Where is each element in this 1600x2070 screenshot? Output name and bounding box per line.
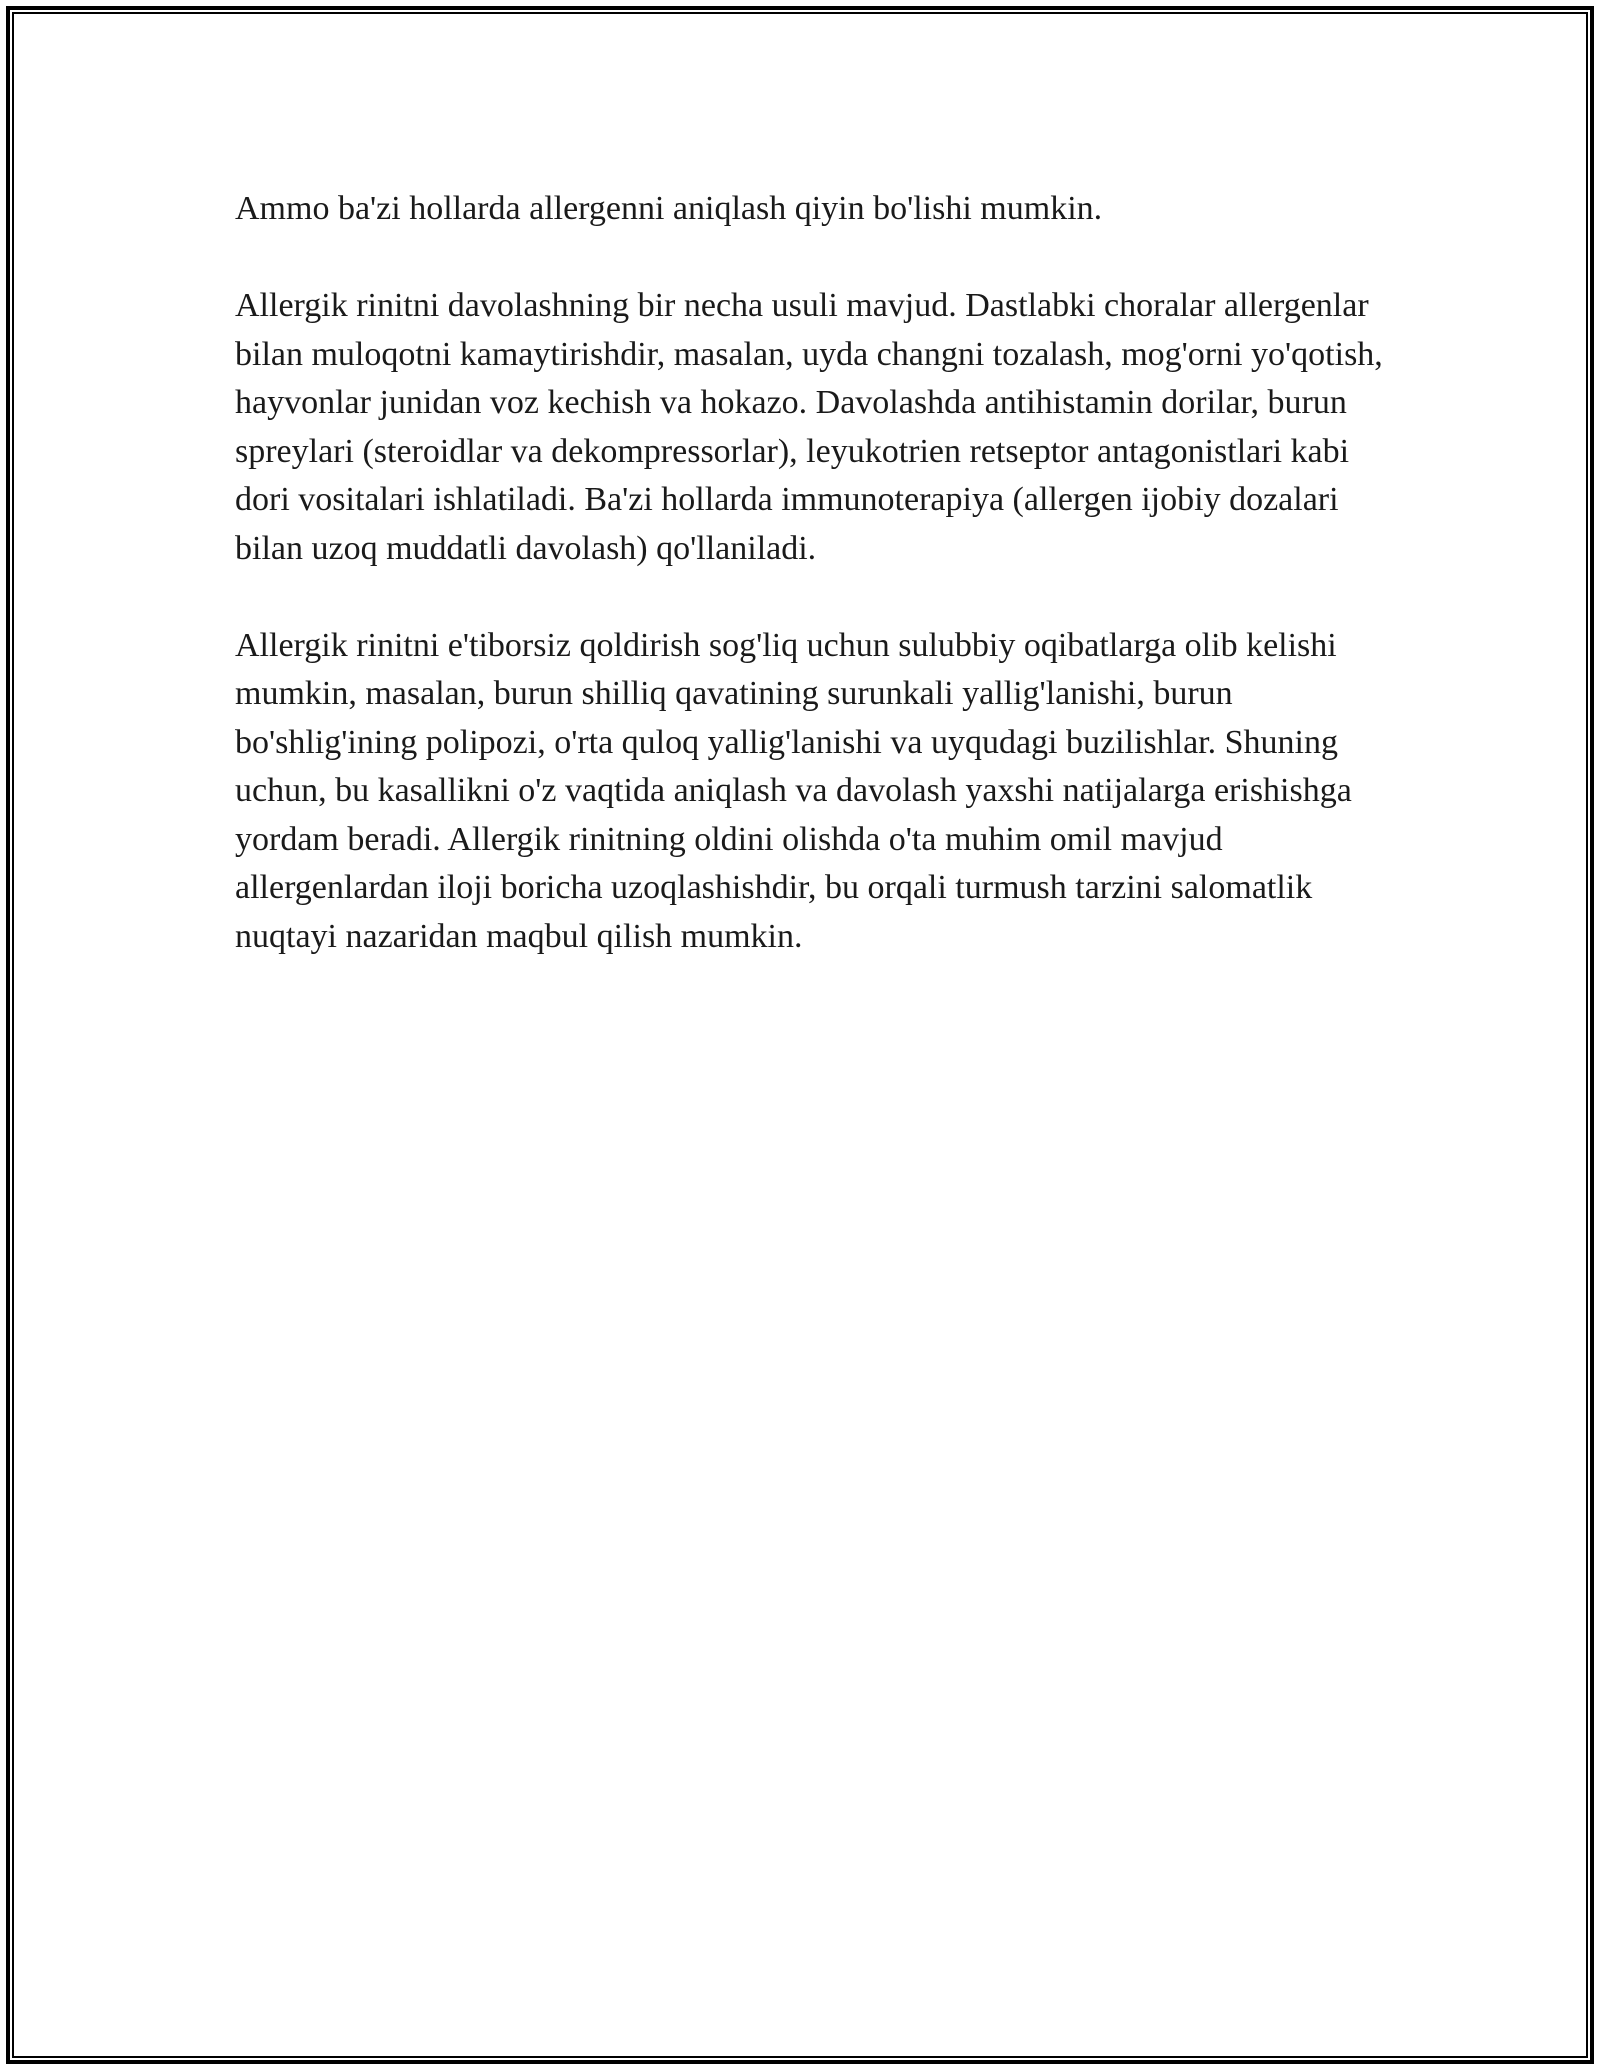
paragraph-1: Ammo ba'zi hollarda allergenni aniqlash qiyin bo'lishi mumkin. [235,190,1103,227]
paragraph-2: Allergik rinitni davolashning bir necha usuli mavjud. Dastlabki choralar allergenlar bilan muloqotni kamaytirishdir, masalan, uyda changni tozalash, mog'orni yo'qotish, hayvonlar junidan voz kechish va hokazo. Davolashda antihistamin dorilar, burun spreylari (steroidlar va dekompressorlar), leyukotrien retseptor antagonistlari kabi dori vositalari ishlatiladi. Ba'zi hollarda immunoterapiya (allergen ijobiy dozalari bilan uzoq muddatli davolash) qo'llaniladi. [235,287,1383,567]
document-body [235,185,1385,1010]
paragraph-3: Allergik rinitni e'tiborsiz qoldirish sog'liq uchun sulubbiy oqibatlarga olib kelishi mumkin, masalan, burun shilliq qavatining surunkali yallig'lanishi, burun bo'shlig'ining polipozi, o'rta quloq yallig'lanishi va uyqudagi buzilishlar. Shuning uchun, bu kasallikni o'z vaqtida aniqlash va davolash yaxshi natijalarga erishishga yordam beradi. Allergik rinitning oldini olishda o'ta muhim omil mavjud allergenlardan iloji boricha uzoqlashishdir, bu orqali turmush tarzini salomatlik nuqtayi nazaridan maqbul qilish mumkin. [235,626,1352,955]
